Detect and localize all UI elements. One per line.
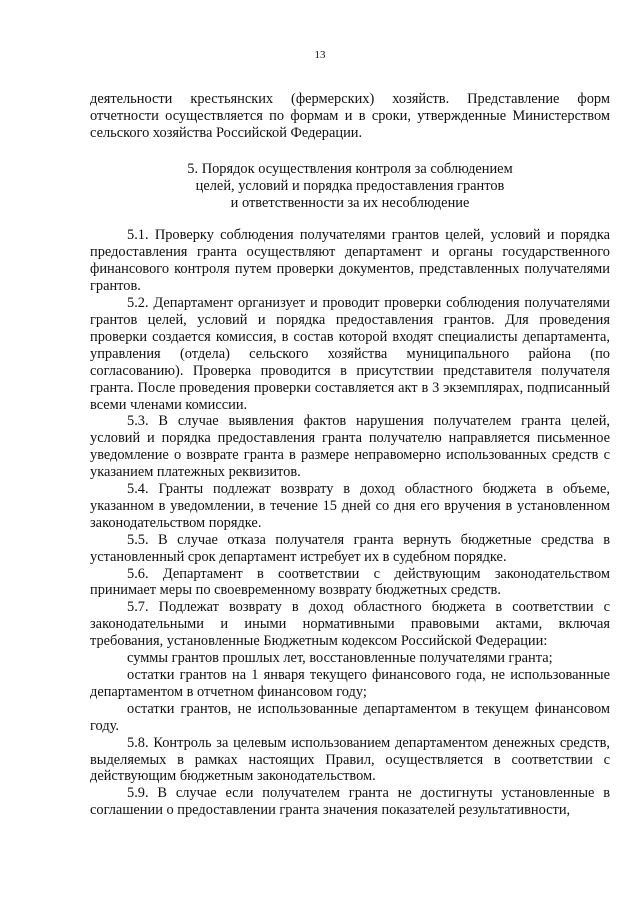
list-item: остатки грантов, не использованные департаментом в текущем финансовом году. [90, 700, 610, 734]
paragraph-5-4: 5.4. Гранты подлежат возврату в доход областного бюджета в объеме, указанном в уведомлении, в течение 15 дней со дня его вручения в установленном законодательством порядке. [90, 481, 610, 531]
section-heading-line: и ответственности за их несоблюдение [230, 194, 470, 211]
paragraph-5-8: 5.8. Контроль за целевым использованием департаментом денежных средств, выделяемых в рамках настоящих Правил, осуществляется в соответствии с действующим бюджетным законодательством. [90, 734, 610, 785]
list-item: остатки грантов на 1 января текущего финансового года, не использованные департаментом в отчетном финансовом году; [90, 667, 610, 700]
paragraph-5-5: 5.5. В случае отказа получателя гранта вернуть бюджетные средства в установленный срок департамент истребует их в судебном порядке. [90, 531, 610, 565]
list-item: суммы грантов прошлых лет, восстановленные получателями гранта; [127, 650, 553, 667]
paragraph-5-7: 5.7. Подлежат возврату в доход областного бюджета в соответствии с законодательными и иными нормативными правовыми актами, включая требования, установленные Бюджетным кодексом Российской Федерации: [90, 599, 610, 650]
section-heading-line: целей, условий и порядка предоставления грантов [195, 177, 505, 194]
paragraph-5-2: 5.2. Департамент организует и проводит проверки соблюдения получателями грантов целей, условий и порядка предоставления грантов. Для проведения проверки создается комиссия, в состав которой входят специалисты департамента, управления (отдела) сельского хозяйства муниципального района (по согласованию). Проверка проводится в присутствии представителя получателя гранта. После проведения проверки составляется акт в 3 экземплярах, подписанный всеми членами комиссии. [90, 295, 610, 413]
paragraph-5-1: 5.1. Проверку соблюдения получателями грантов целей, условий и порядка предоставления гранта осуществляют департамент и органы государственного финансового контроля путем проверки документов, представленных получателями грантов. [90, 227, 610, 295]
section-heading [90, 161, 610, 212]
page-number: 13 [314, 49, 326, 61]
document-body [90, 91, 610, 819]
paragraph-5-9: 5.9. В случае если получателем гранта не достигнуты установленные в соглашении о предоставлении гранта значения показателей результативности, [90, 785, 610, 819]
paragraph-5-6: 5.6. Департамент в соответствии с действующим законодательством принимает меры по своевременному возврату бюджетных средств. [90, 565, 610, 599]
intro-paragraph: деятельности крестьянских (фермерских) хозяйств. Представление форм отчетности осуществляется по формам и в сроки, утвержденные Министерством сельского хозяйства Российской Федерации. [90, 91, 610, 141]
section-heading-line: 5. Порядок осуществления контроля за соблюдением [187, 160, 513, 177]
paragraph-5-3: 5.3. В случае выявления фактов нарушения получателем гранта целей, условий и порядка предоставления гранта получателю направляется письменное уведомление о возврате гранта в размере неправомерно использованных средств с указанием платежных реквизитов. [90, 413, 610, 481]
